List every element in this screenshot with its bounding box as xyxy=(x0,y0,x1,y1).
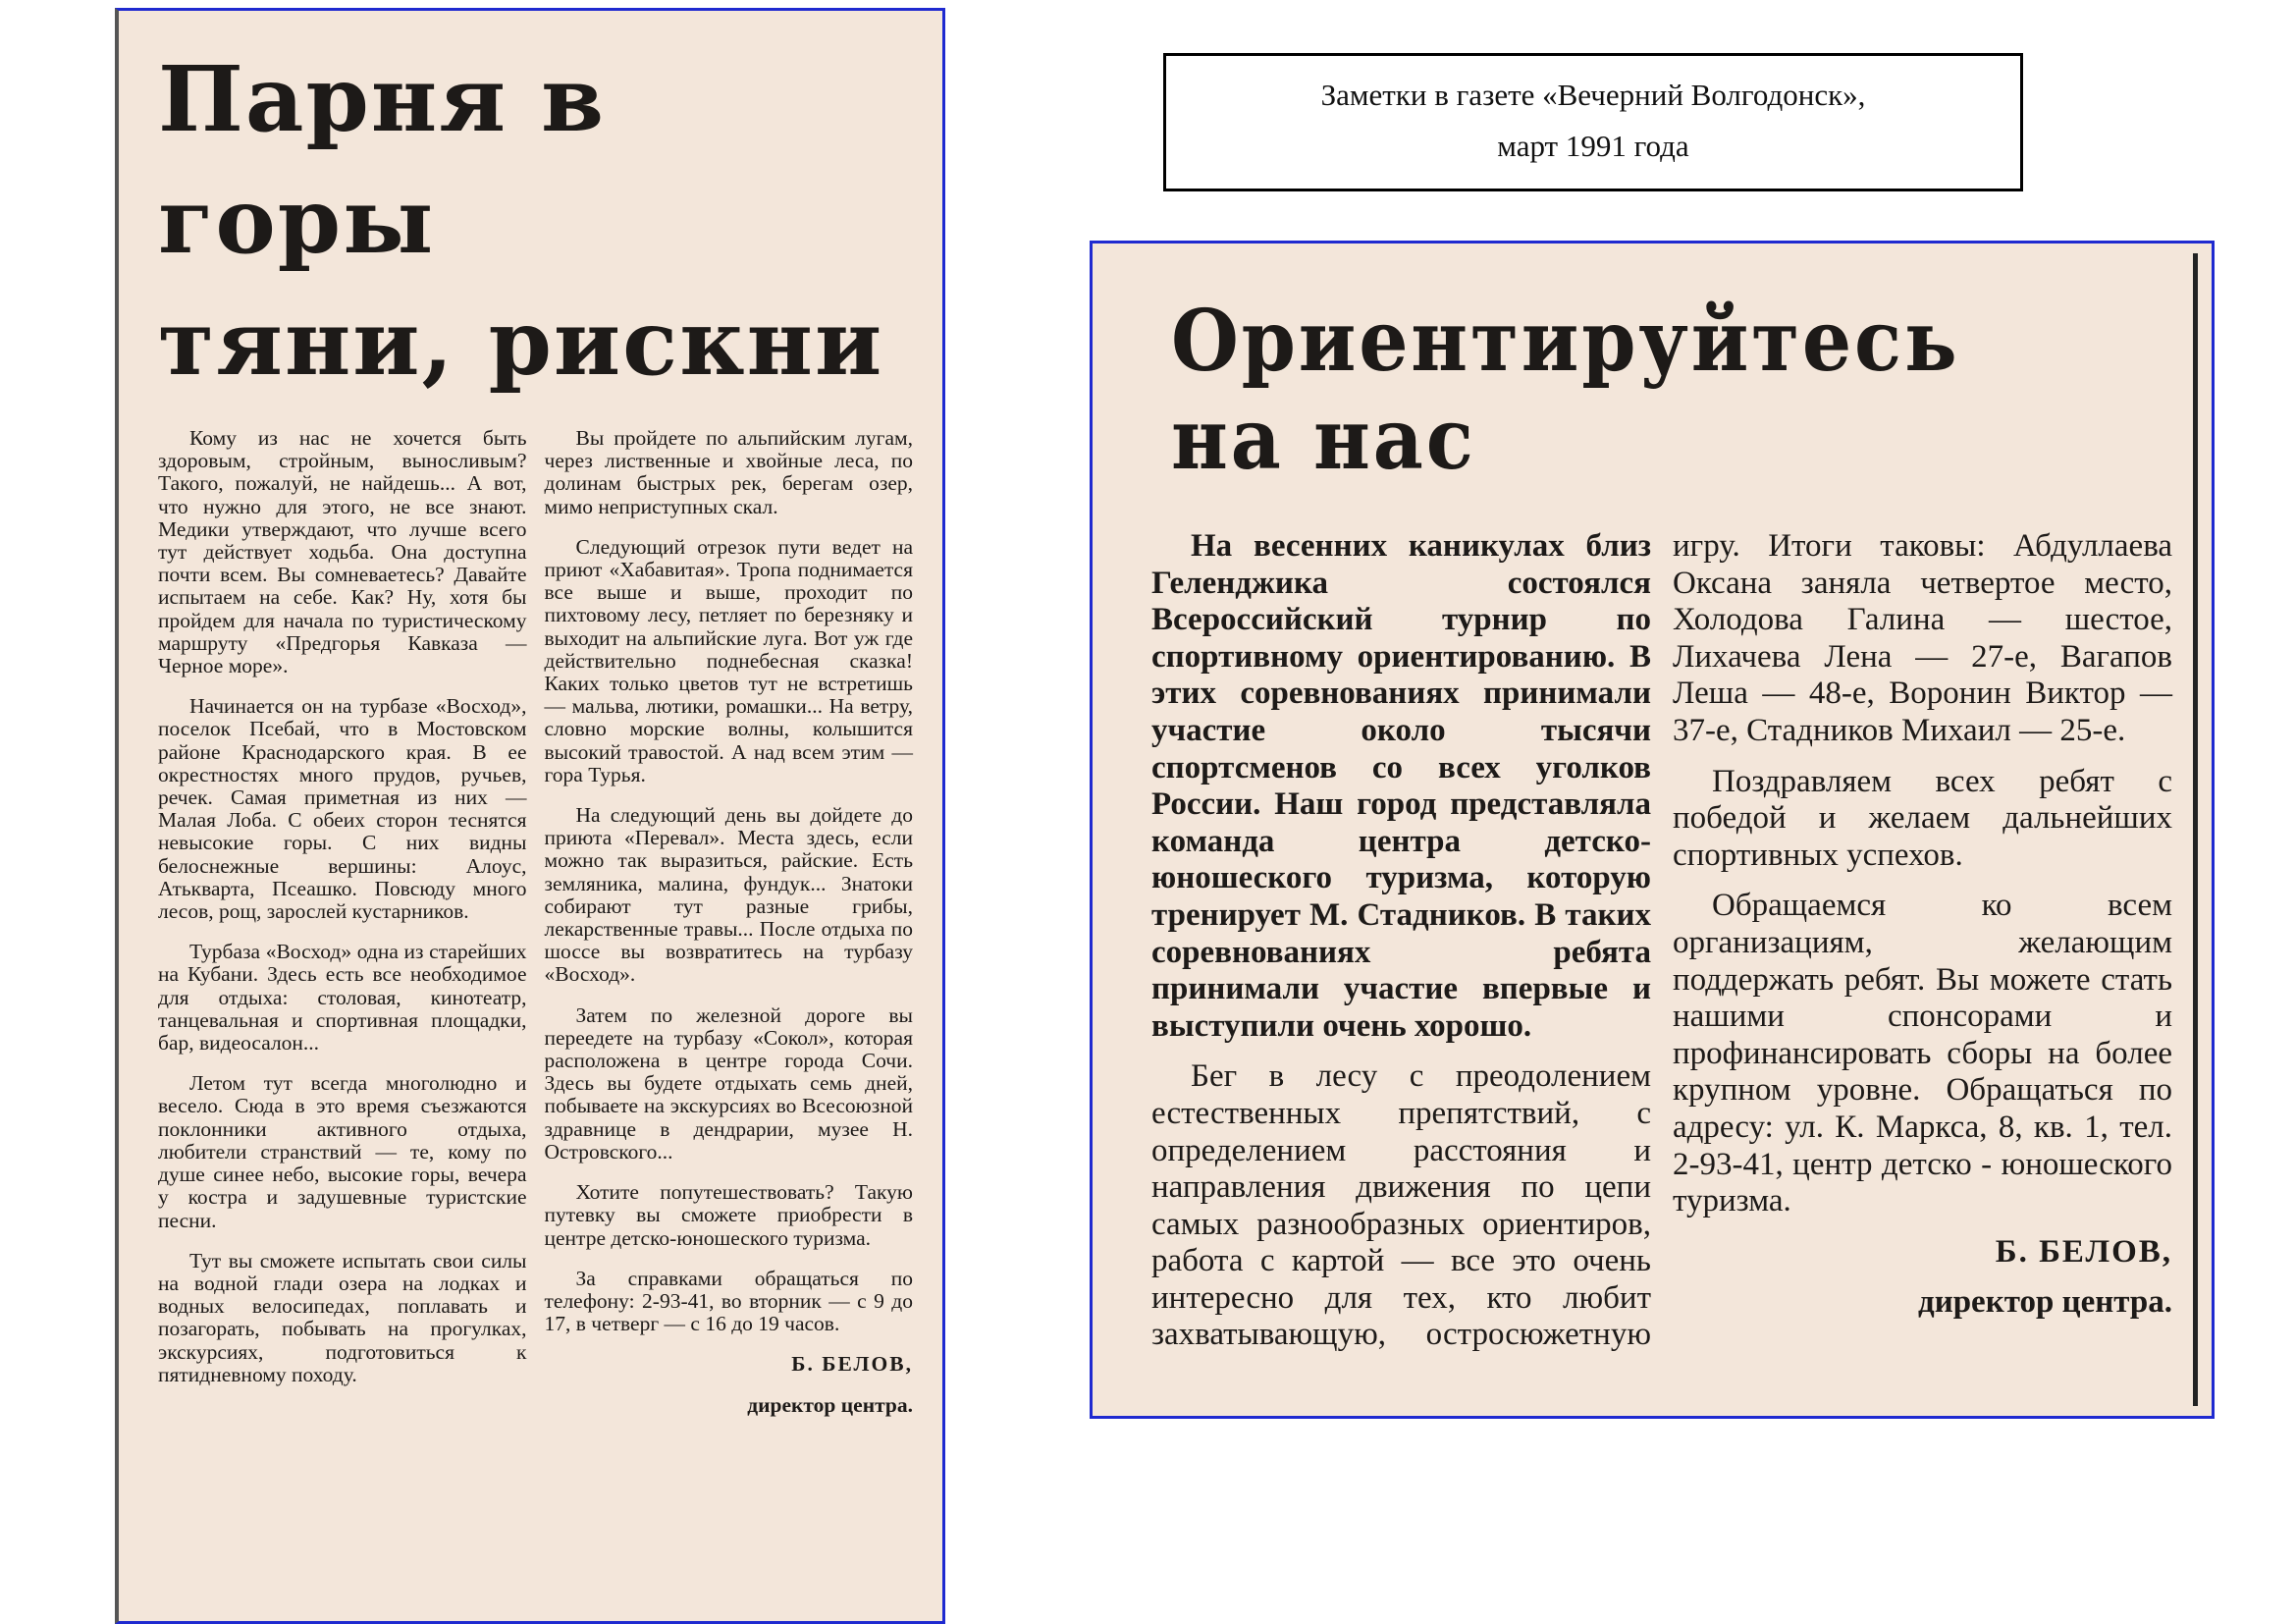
paragraph: За справками обращаться по телефону: 2-93-41, во вторник — с 9 до 17, в четверг — с 16 до 19 часов. xyxy=(544,1266,913,1336)
paragraph: Хотите попутешествовать? Такую путевку вы сможете приобрести в центре детско-юношеского туризма. xyxy=(544,1180,913,1250)
newspaper-clipping-left xyxy=(115,8,945,1624)
paragraph: Поздравляем всех ребят с победой и желаем дальнейших спортивных успехов. xyxy=(1673,763,2172,873)
paragraph: Кому из нас не хочется быть здоровым, стройным, выносливым? Такого, пожалуй, не найдешь... А вот, что нужно для этого, не все знают. Медики утверждают, что лучше всего тут действует ходьба. Она доступна почти всем. Вы сомневаетесь? Давайте испытаем на себе. Как? Ну, хотя бы пройдем для начала по туристическому маршруту «Предгорья Кавказа — Черное море». xyxy=(158,426,527,678)
caption-line-1: Заметки в газете «Вечерний Волгодонск», xyxy=(1320,78,1866,112)
paragraph: Летом тут всегда многолюдно и весело. Сюда в это время съезжаются поклонники активного отдыха, любители странствий — те, кому по душе синее небо, высокие горы, вечера у костра и задушевные туристские песни. xyxy=(158,1071,527,1232)
signature-name: Б. БЕЛОВ, xyxy=(791,1352,913,1377)
signature-title: директор центра. xyxy=(1918,1284,2172,1321)
signature-title: директор центра. xyxy=(747,1392,913,1417)
paragraph: Бег в лесу с преодолением естественных препятствий, с определением расстояния и направления движения по цепи самых разнообразных ориентиров, работа с картой — все это очень интересно для тех, кто любит захватывающую, остросюжетную игру. Итоги таковы: Абдуллаева Оксана заняла четвертое место, Холодова Галина — шестое, Лихачева Лена — 27-е, Вагапов Леша — 48-е, Воронин Виктор — 37-е, Стадников Михаил — 25-е. xyxy=(1151,528,2172,1353)
paragraph: На следующий день вы дойдете до приюта «Перевал». Места здесь, если можно так выразиться, райские. Есть земляника, малина, фундук... Знатоки собирают тут разные грибы, лекарственные травы... После отдыха по шоссе вы возвратитесь на турбазу «Восход». xyxy=(544,803,913,987)
paragraph: Обращаемся ко всем организациям, желающим поддержать ребят. Вы можете стать нашими спонсорами и профинансировать сборы на более крупном уровне. Обращаться по адресу: ул. К. Маркса, 8, кв. 1, тел. 2-93-41, центр детско - юношеского туризма. xyxy=(1673,888,2172,1219)
article-title: Ориентируйтесь на нас xyxy=(1171,292,1960,489)
paragraph: Тут вы сможете испытать свои силы на водной глади озера на лодках и водных велосипедах, поплавать и позагорать, побывать на прогулках, экскурсиях, подготовиться к пятидневному походу. xyxy=(158,1248,527,1386)
article-title xyxy=(158,38,913,404)
paragraph: Начинается он на турбазе «Восход», поселок Псебай, что в Мостовском районе Краснодарского края. В ее окрестностях много прудов, ручьев, речек. Самая приметная из них — Малая Лоба. С обеих сторон теснятся невысокие горы. С них видны белоснежные вершины: Алоус, Атькварта, Псеашко. Повсюду много лесов, рощ, зарослей кустарников. xyxy=(158,694,527,924)
signature-name: Б. БЕЛОВ, xyxy=(1995,1233,2172,1270)
title-line-2: тяни, рискни xyxy=(158,290,884,396)
paragraph: Вы пройдете по альпийским лугам, через лиственные и хвойные леса, по долинам быстрых рек, берегам озер, мимо неприступных скал. xyxy=(544,426,913,518)
paragraph: Турбаза «Восход» одна из старейших на Кубани. Здесь есть все необходимое для отдыха: столовая, кинотеатр, танцевальная и спортивная площадки, бар, видеосалон... xyxy=(158,940,527,1056)
paragraph: Затем по железной дороге вы переедете на турбазу «Сокол», которая расположена в центре города Сочи. Здесь вы будете отдыхать семь дней, побываете на экскурсиях во Всесоюзной здравнице в дендрарии, музее Н. Островского... xyxy=(544,1002,913,1164)
article-body xyxy=(1151,528,2172,1354)
article-body xyxy=(158,427,913,1419)
newspaper-clipping-right xyxy=(1090,241,2215,1419)
title-line-1: Парня в горы xyxy=(158,46,607,274)
caption-box xyxy=(1163,53,2023,191)
paragraph: Следующий отрезок пути ведет на приют «Хабавитая». Тропа поднимается все выше и выше, проходит по пихтовому лесу, петляет по березняку и выходит на альпийские луга. Вот уж где действительно поднебесная сказка! Каких только цветов тут не встретишь — мальва, лютики, ромашки... На ветру, словно морские волны, колышится высокий травостой. А над всем этим — гора Турья. xyxy=(544,534,913,786)
caption-line-2: март 1991 года xyxy=(1497,129,1689,163)
lead-paragraph: На весенних каникулах близ Геленджика состоялся Всероссийский турнир по спортивному ориентированию. В этих соревнованиях принимали участие около тысячи спортсменов со всех уголков России. Наш город представляла команда центра детско-юношеского туризма, которую тренирует М. Стадников. В таких соревнованиях ребята принимали участие впервые и выступили очень хорошо. xyxy=(1151,528,1651,1044)
